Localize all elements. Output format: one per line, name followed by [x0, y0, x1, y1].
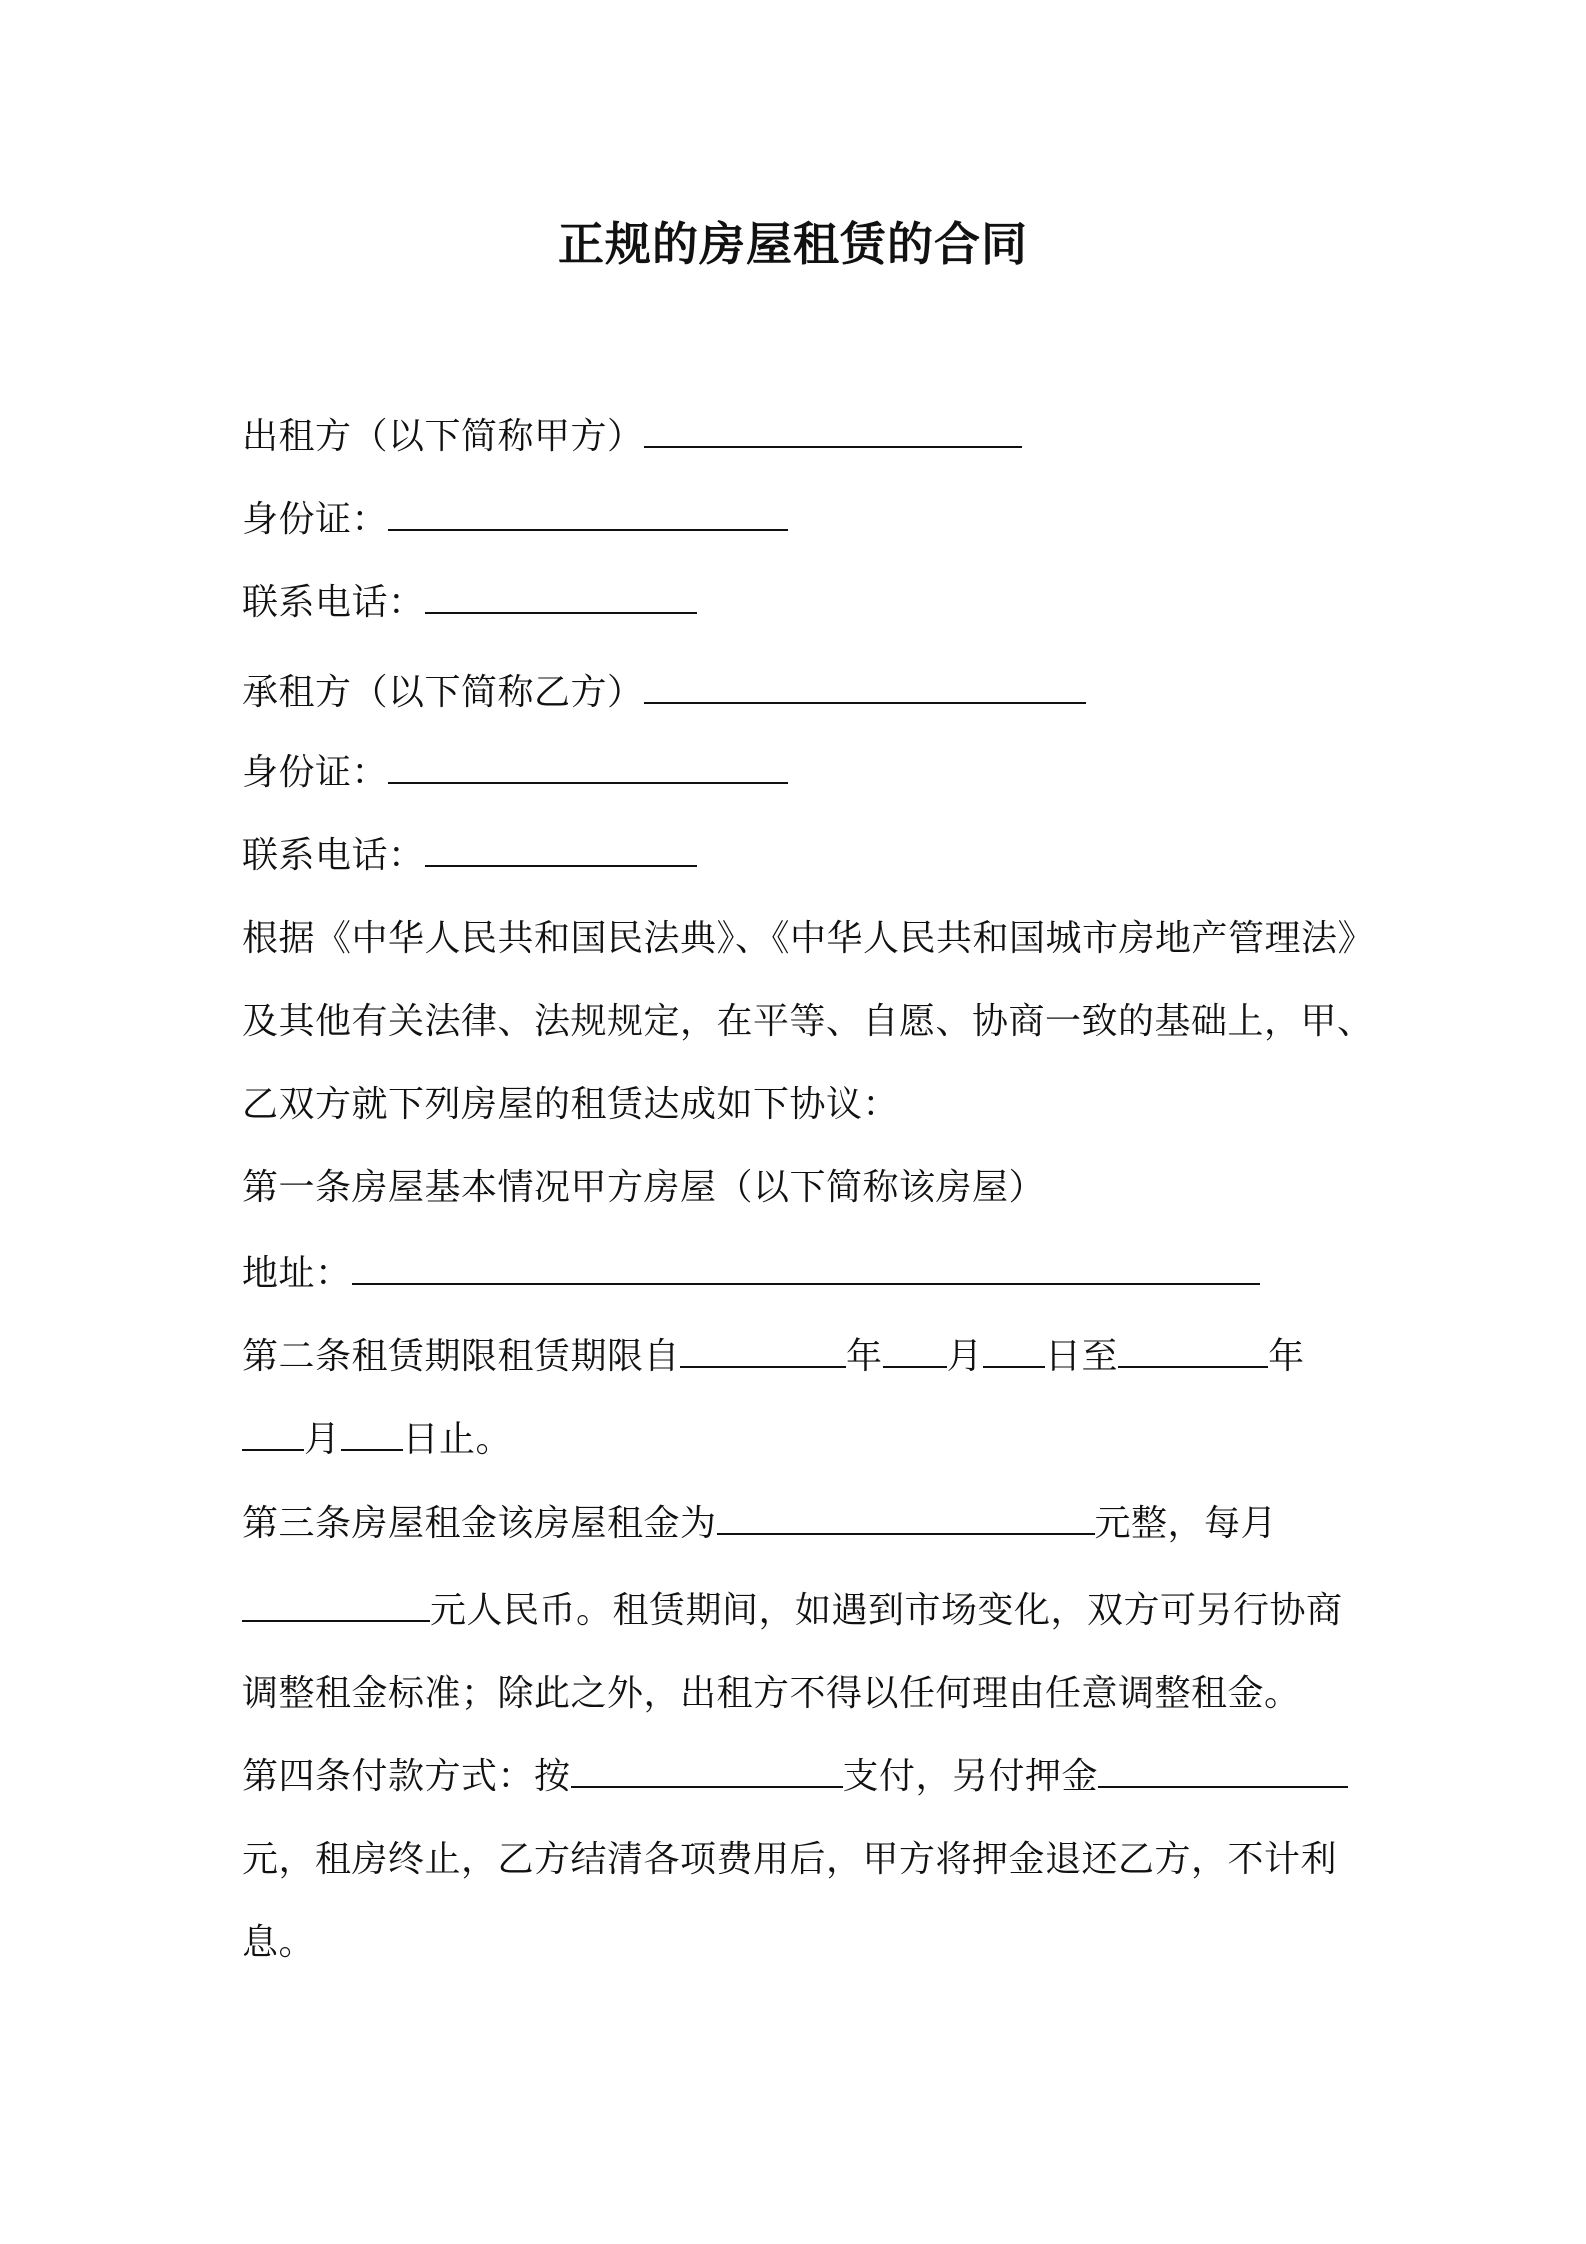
- article-3-line-1: [242, 1497, 1277, 1551]
- article-2-prefix: 第二条租赁期限租赁期限自: [242, 1336, 681, 1377]
- lessor-phone-label: 联系电话：: [242, 582, 425, 623]
- article-3-line-3: 调整租金标准；除此之外，出租方不得以任何理由任意调整租金。: [242, 1673, 1301, 1714]
- article-4-line-1: [242, 1750, 1348, 1804]
- lessor-id-label: 身份证：: [242, 499, 389, 540]
- lessee-id-line: [242, 746, 788, 800]
- address-line: [242, 1247, 1260, 1301]
- document-title: 正规的房屋租赁的合同: [558, 217, 1028, 271]
- month-label: 月: [946, 1336, 984, 1377]
- lessee-phone-blank[interactable]: [425, 831, 697, 867]
- lessor-name-blank[interactable]: [644, 412, 1022, 448]
- end-year-label: 年: [1268, 1336, 1305, 1377]
- article-3-line-2: [242, 1584, 1343, 1638]
- lessee-name-blank[interactable]: [644, 668, 1086, 704]
- day-end-label: 日止。: [402, 1419, 513, 1460]
- address-label: 地址：: [242, 1253, 352, 1294]
- lessor-id-blank[interactable]: [388, 495, 788, 531]
- lessee-id-label: 身份证：: [242, 752, 389, 793]
- end-year-blank[interactable]: [1118, 1332, 1268, 1368]
- lessor-phone-line: [242, 576, 697, 630]
- lessor-line: [242, 410, 1022, 464]
- article-4-prefix: 第四条付款方式：按: [242, 1756, 571, 1797]
- lessee-id-blank[interactable]: [388, 748, 788, 784]
- preamble-line-3: 乙双方就下列房屋的租赁达成如下协议：: [242, 1084, 900, 1125]
- start-month-blank[interactable]: [883, 1332, 947, 1368]
- article-3-suffix: 元整，每月: [1094, 1503, 1278, 1544]
- end-month-label: 月: [304, 1419, 341, 1460]
- end-day-blank[interactable]: [341, 1415, 403, 1451]
- start-year-blank[interactable]: [680, 1332, 846, 1368]
- article-4-line-2: 元，租房终止，乙方结清各项费用后，甲方将押金退还乙方，不计利: [242, 1839, 1338, 1880]
- article-2-line-1: [242, 1330, 1305, 1384]
- article-4-line-3: 息。: [242, 1922, 316, 1963]
- lessor-label: 出租方（以下简称甲方）: [242, 416, 644, 457]
- lessor-id-line: [242, 493, 788, 547]
- day-to-label: 日至: [1045, 1336, 1119, 1377]
- deposit-blank[interactable]: [1098, 1752, 1348, 1788]
- monthly-rent-blank[interactable]: [242, 1586, 430, 1622]
- start-day-blank[interactable]: [983, 1332, 1045, 1368]
- article-3-line-2-text: 元人民币。租赁期间，如遇到市场变化，双方可另行协商: [430, 1590, 1343, 1631]
- lessee-line: [242, 666, 1086, 720]
- lessee-phone-line: [242, 829, 697, 883]
- article-1: 第一条房屋基本情况甲方房屋（以下简称该房屋）: [242, 1167, 1046, 1208]
- lessor-phone-blank[interactable]: [425, 578, 697, 614]
- year-label: 年: [846, 1336, 883, 1377]
- preamble-line-2: 及其他有关法律、法规规定，在平等、自愿、协商一致的基础上，甲、: [242, 1001, 1374, 1042]
- article-3-prefix: 第三条房屋租金该房屋租金为: [242, 1503, 717, 1544]
- address-blank[interactable]: [352, 1249, 1260, 1285]
- end-month-blank[interactable]: [242, 1415, 304, 1451]
- article-4-mid: 支付，另付押金: [842, 1756, 1099, 1797]
- lessee-phone-label: 联系电话：: [242, 835, 425, 876]
- payment-method-blank[interactable]: [571, 1752, 843, 1788]
- article-2-line-2: [242, 1413, 512, 1467]
- preamble-line-1: 根据《中华人民共和国民法典》、《中华人民共和国城市房地产管理法》: [242, 918, 1375, 959]
- rent-total-blank[interactable]: [717, 1499, 1095, 1535]
- lessee-label: 承租方（以下简称乙方）: [242, 672, 644, 713]
